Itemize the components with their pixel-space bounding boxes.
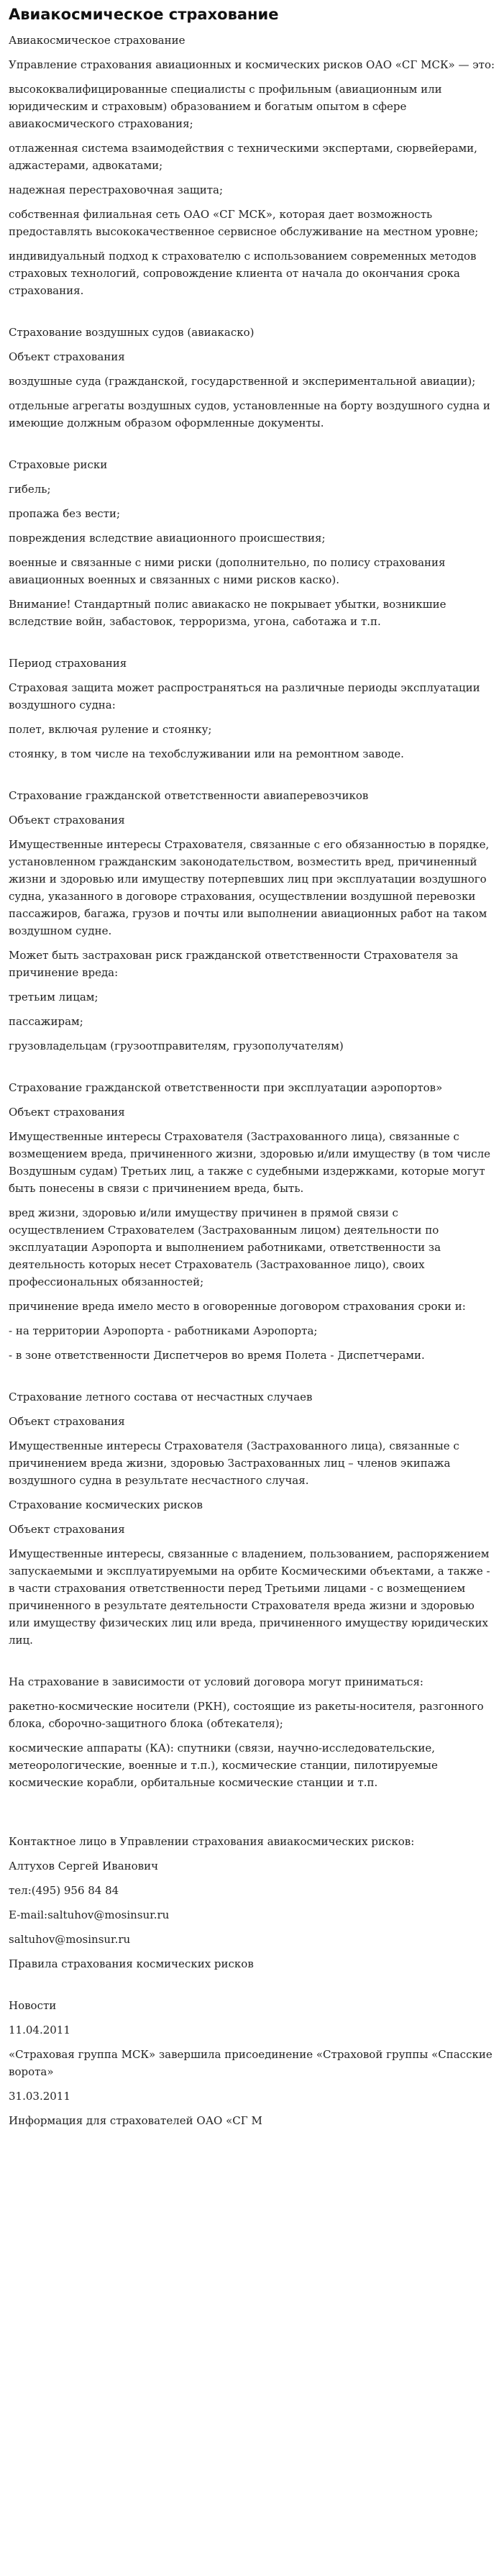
list-item: индивидуальный подход к страхователю с использованием современных методов страховых технологий, сопровождение клиента от начала до окончания срока страхования. <box>9 250 477 297</box>
document-page <box>0 6 504 2129</box>
section-heading: Авиакосмическое страхование <box>9 34 185 47</box>
spacer <box>9 1798 495 1833</box>
paragraph: Имущественные интересы Страхователя, связанные с его обязанностью в порядке, установленном гражданским законодательством, возместить вред, причиненный жизни и здоровью или имуществу потерпевших лиц при эксплуатации воздушного судна, указанного в договоре страхования, осуществлении воздушной перевозки пассажиров, багажа, грузов и почты или выполнении авиационных работ на таком воздушном судне. <box>9 838 490 937</box>
news-date: 11.04.2011 <box>9 2024 70 2036</box>
list-item: вред жизни, здоровью и/или имуществу причинен в прямой связи с осуществлением Страхователем (Застрахованным лицом) деятельности по эксплуатации Аэропорта и выполнением работниками, ответственности за деятельность которых несет Страхователь (Застрахованное лицо), своих профессиональных обязанностей; <box>9 1206 441 1288</box>
news-heading: Новости <box>9 1999 57 2012</box>
intro-paragraph: Управление страхования авиационных и космических рисков ОАО «СГ МСК» — это: <box>9 58 495 71</box>
subheading: Период страхования <box>9 657 127 670</box>
subheading: Объект страхования <box>9 1415 125 1428</box>
subheading: Объект страхования <box>9 1106 125 1119</box>
list-item: - в зоне ответственности Диспетчеров во время Полета - Диспетчерами. <box>9 1349 425 1362</box>
news-item-link[interactable] <box>9 2046 495 2080</box>
page-title: Авиакосмическое страхование <box>9 6 279 23</box>
contact-email-link[interactable] <box>9 1931 495 1948</box>
news-link[interactable]: Информация для страхователей ОАО «СГ М <box>9 2114 262 2127</box>
subheading: Объект страхования <box>9 350 125 363</box>
subheading: Страховые риски <box>9 458 108 471</box>
list-item: грузовладельцам (грузоотправителям, грузополучателям) <box>9 1039 344 1052</box>
list-item: причинение вреда имело место в оговоренные договором страхования сроки и: <box>9 1300 466 1313</box>
spacer <box>9 1656 495 1673</box>
list-item: полет, включая руление и стоянку; <box>9 723 212 736</box>
spacer <box>9 637 495 655</box>
spacer <box>9 1371 495 1388</box>
news-link[interactable]: «Страховая группа МСК» завершила присоединение «Страховой группы «Спасские ворота» <box>9 2048 492 2078</box>
list-item: надежная перестраховочная защита; <box>9 183 224 196</box>
contact-name: Алтухов Сергей Иванович <box>9 1860 159 1872</box>
list-item: отдельные агрегаты воздушных судов, установленные на борту воздушного судна и имеющие должным образом оформленные документы. <box>9 399 490 429</box>
paragraph: Имущественные интересы, связанные с владением, пользованием, распоряжением запускаемыми и эксплуатируемыми на орбите Космическими объектами, а также - в части страхования ответственности перед Третьими лицами - с возмещением причиненного в результате деятельности Страхователя вреда жизни и здоровью или имуществу физических лиц или вреда, причиненного имуществу юридических лиц. <box>9 1547 490 1647</box>
subheading: Объект страхования <box>9 814 125 827</box>
list-item: гибель; <box>9 483 51 496</box>
contact-email: E-mail:saltuhov@mosinsur.ru <box>9 1908 170 1921</box>
paragraph: Имущественные интересы Страхователя (Застрахованного лица), связанные с возмещением вреда, причиненного жизни, здоровью и/или имуществу (в том числе Воздушным судам) Третьих лиц, а также с судебными издержками, которые могут быть понесены в связи с причинением вреда, быть. <box>9 1130 491 1195</box>
notice-paragraph: Внимание! Стандартный полис авиакаско не покрывает убытки, возникшие вследствие войн, забастовок, терроризма, угона, саботажа и т.п. <box>9 598 446 628</box>
list-item: отлаженная система взаимодействия с техническими экспертами, сюрвейерами, аджастерами, адвокатами; <box>9 142 477 172</box>
subheading: Объект страхования <box>9 1523 125 1536</box>
news-date: 31.03.2011 <box>9 2090 70 2103</box>
list-item: собственная филиальная сеть ОАО «СГ МСК», которая дает возможность предоставлять высококачественное сервисное обслуживание на местном уровне; <box>9 208 479 238</box>
section-heading: Страхование космических рисков <box>9 1498 203 1511</box>
section-heading: Страхование гражданской ответственности при эксплуатации аэропортов» <box>9 1081 443 1094</box>
list-item: пропажа без вести; <box>9 507 121 520</box>
spacer <box>9 439 495 456</box>
paragraph: Страховая защита может распространяться на различные периоды эксплуатации воздушного судна: <box>9 681 480 711</box>
list-item: стоянку, в том числе на техобслуживании или на ремонтном заводе. <box>9 747 404 760</box>
paragraph: Имущественные интересы Страхователя (Застрахованного лица), связанные с причинением вреда жизни, здоровью Застрахованных лиц – членов экипажа воздушного судна в результате несчастного случая. <box>9 1439 459 1487</box>
rules-link[interactable]: Правила страхования космических рисков <box>9 1957 254 1970</box>
list-item: пассажирам; <box>9 1015 83 1028</box>
email-link[interactable]: saltuhov@mosinsur.ru <box>9 1933 131 1946</box>
list-item: ракетно-космические носители (РКН), состоящие из ракеты-носителя, разгонного блока, сборочно-защитного блока (обтекателя); <box>9 1700 484 1730</box>
list-item: военные и связанные с ними риски (дополнительно, по полису страхования авиационных военных и связанных с ними рисков каско). <box>9 556 446 586</box>
list-item: - на территории Аэропорта - работниками Аэропорта; <box>9 1324 318 1337</box>
contact-heading: Контактное лицо в Управлении страхования авиакосмических рисков: <box>9 1835 415 1848</box>
spacer <box>9 770 495 787</box>
list-item: третьим лицам; <box>9 991 98 1003</box>
section-heading: Страхование летного состава от несчастных случаев <box>9 1391 313 1403</box>
paragraph: На страхование в зависимости от условий договора могут приниматься: <box>9 1675 423 1688</box>
list-item: высококвалифицированные специалисты с профильным (авиационным или юридическим и страховым) образованием и богатым опытом в сфере авиакосмического страхования; <box>9 83 442 130</box>
list-item: воздушные суда (гражданской, государственной и экспериментальной авиации); <box>9 375 476 388</box>
spacer <box>9 306 495 324</box>
spacer <box>9 1980 495 1997</box>
paragraph: Может быть застрахован риск гражданской ответственности Страхователя за причинение вреда: <box>9 949 459 979</box>
rules-link-row[interactable] <box>9 1955 495 1972</box>
contact-phone: тел:(495) 956 84 84 <box>9 1884 119 1897</box>
news-item-link[interactable] <box>9 2112 495 2129</box>
spacer <box>9 1062 495 1079</box>
list-item: повреждения вследствие авиационного происшествия; <box>9 532 326 545</box>
section-heading: Страхование воздушных судов (авиакаско) <box>9 326 255 339</box>
section-heading: Страхование гражданской ответственности авиаперевозчиков <box>9 789 369 802</box>
list-item: космические аппараты (КА): спутники (связи, научно-исследовательские, метеорологические, военные и т.п.), космические станции, пилотируемые космические корабли, орбитальные космические станции и т.п. <box>9 1742 438 1789</box>
